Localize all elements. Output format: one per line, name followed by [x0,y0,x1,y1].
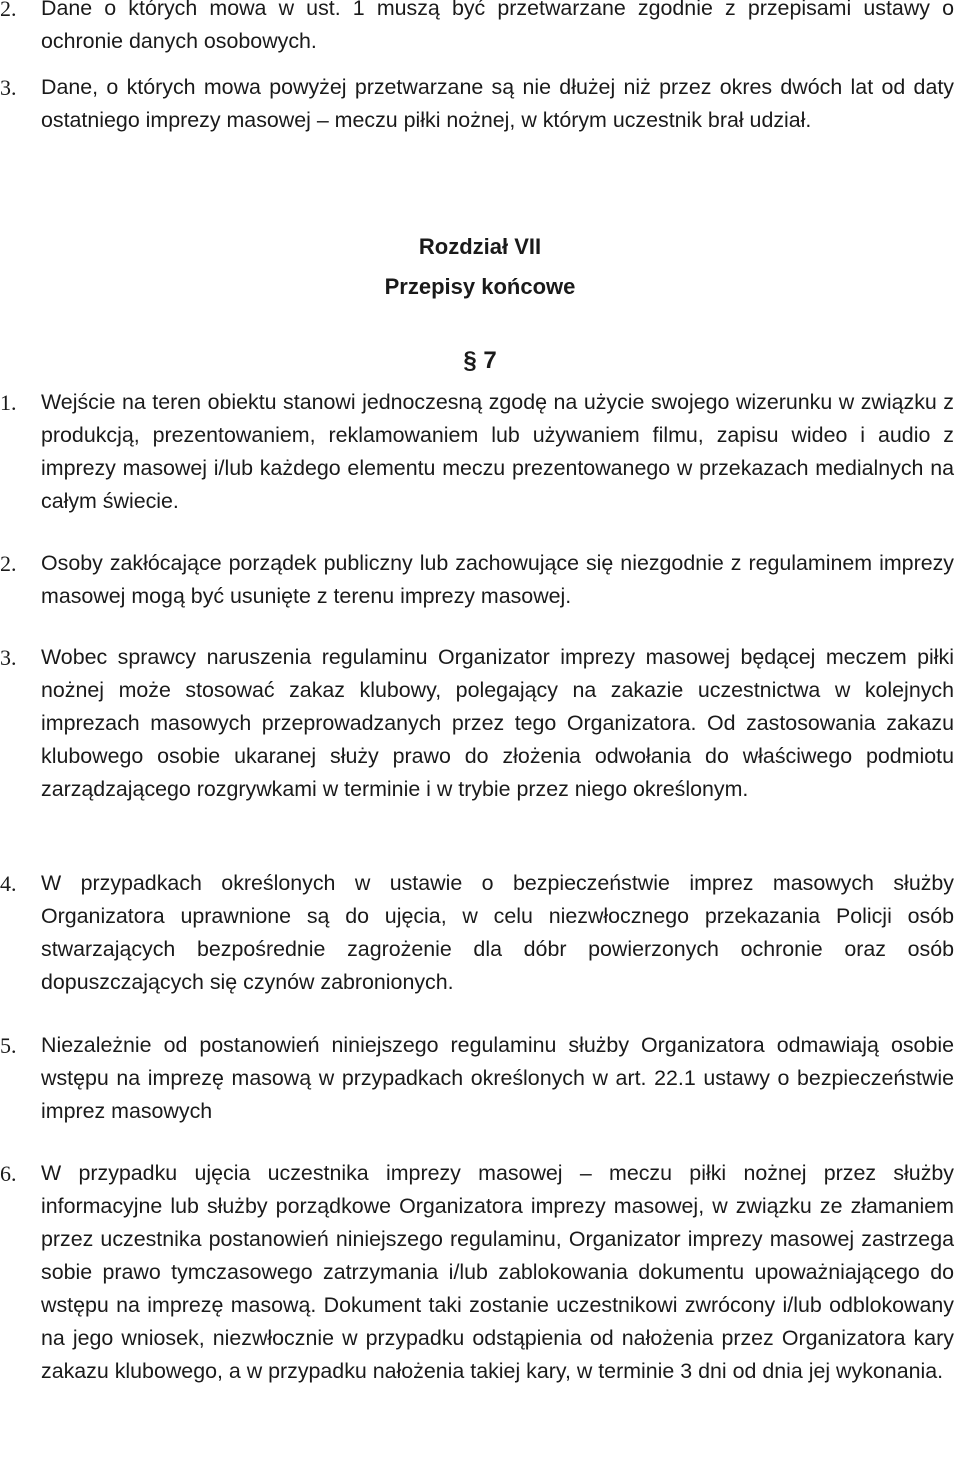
chapter-subtitle: Przepisy końcowe [384,274,576,299]
paragraph-item [0,0,954,58]
paragraph-item [0,1157,954,1388]
paragraph-item [0,71,954,137]
paragraph-item [0,386,954,518]
item-text: Niezależnie od postanowień niniejszego regulaminu służby Organizatora odmawiają osobie wstępu na imprezę masową w przypadkach określonych w art. 22.1 ustawy o bezpieczeństwie imprez masowych [41,1033,954,1123]
chapter-title: Rozdział VII [418,234,542,259]
item-number: 3. [0,75,17,100]
item-number: 2. [0,551,17,576]
item-number: 3. [0,645,17,670]
paragraph-item [0,641,954,806]
item-text: W przypadkach określonych w ustawie o bezpieczeństwie imprez masowych służby Organizatora uprawnione są do ujęcia, w celu niezwłocznego przekazania Policji osób stwarzających bezpośrednie zagrożenie dla dóbr powierzonych ochronie oraz osób dopuszczających się czynów zabronionych. [41,871,954,994]
item-text: Dane o których mowa w ust. 1 muszą być przetwarzane zgodnie z przepisami ustawy o ochronie danych osobowych. [41,0,954,53]
item-number: 6. [0,1161,17,1186]
item-number: 2. [0,0,17,21]
item-number: 4. [0,871,17,896]
paragraph-item [0,867,954,999]
section-number: § 7 [463,347,497,374]
item-number: 1. [0,390,17,415]
paragraph-item [0,547,954,613]
item-text: Wejście na teren obiektu stanowi jednoczesną zgodę na użycie swojego wizerunku w związku z produkcją, prezentowaniem, reklamowaniem lub używaniem filmu, zapisu wideo i audio z imprezy masowej i/lub każdego elementu meczu prezentowanego w przekazach medialnych na całym świecie. [41,390,954,513]
item-text: W przypadku ujęcia uczestnika imprezy masowej – meczu piłki nożnej przez służby informacyjne lub służby porządkowe Organizatora imprezy masowej, w związku ze złamaniem przez uczestnika postanowień niniejszego regulaminu, Organizator imprezy masowej zastrzega sobie prawo tymczasowego zatrzymania i/lub zablokowania dokumentu upoważniającego do wstępu na imprezę masową. Dokument taki zostanie uczestnikowi zwrócony i/lub odblokowany na jego wniosek, niezwłocznie w przypadku odstąpienia od nałożenia przez Organizatora kary zakazu klubowego, a w przypadku nałożenia takiej kary, w terminie 3 dni od dnia jej wykonania. [41,1161,954,1383]
item-text: Osoby zakłócające porządek publiczny lub zachowujące się niezgodnie z regulaminem imprezy masowej mogą być usunięte z terenu imprezy masowej. [41,551,954,608]
item-number: 5. [0,1033,17,1058]
paragraph-item [0,1029,954,1128]
item-text: Dane, o których mowa powyżej przetwarzane są nie dłużej niż przez okres dwóch lat od daty ostatniego imprezy masowej – meczu piłki nożnej, w którym uczestnik brał udział. [41,75,954,132]
item-text: Wobec sprawcy naruszenia regulaminu Organizator imprezy masowej będącej meczem piłki nożnej może stosować zakaz klubowy, polegający na zakazie uczestnictwa w kolejnych imprezach masowych przeprowadzanych przez tego Organizatora. Od zastosowania zakazu klubowego osobie ukaranej służy prawo do złożenia odwołania do właściwego podmiotu zarządzającego rozgrywkami w terminie i w trybie przez niego określonym. [41,645,954,801]
